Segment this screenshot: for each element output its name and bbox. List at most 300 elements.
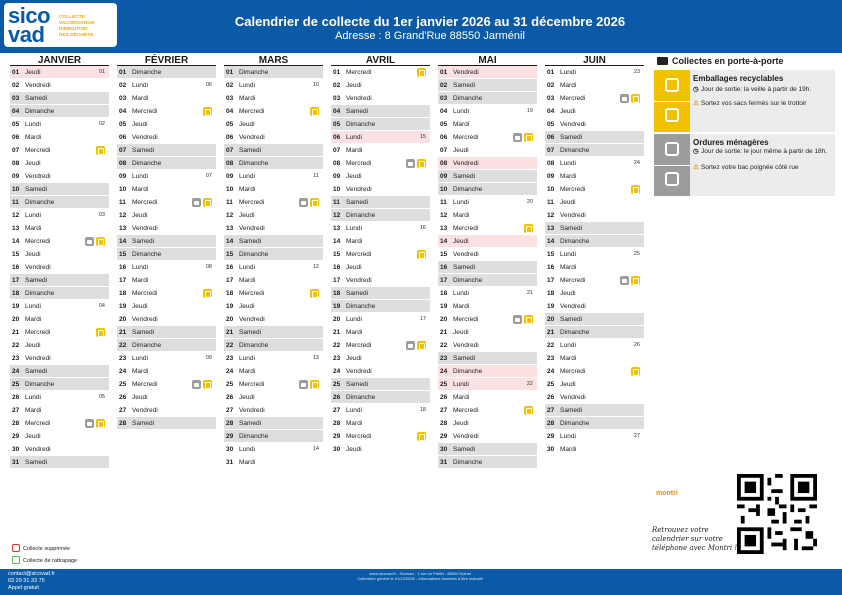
recycling-icon bbox=[417, 250, 426, 259]
day-number: 20 bbox=[12, 316, 20, 323]
day-weekday: Dimanche bbox=[346, 303, 376, 310]
day-number: 28 bbox=[333, 420, 341, 427]
day-row bbox=[331, 287, 430, 300]
day-number: 29 bbox=[12, 433, 20, 440]
day-number: 06 bbox=[547, 134, 555, 141]
day-number: 02 bbox=[226, 82, 234, 89]
household-waste-icon bbox=[192, 198, 201, 207]
week-number: 09 bbox=[205, 355, 212, 361]
day-weekday: Mercredi bbox=[239, 290, 265, 297]
day-weekday: Jeudi bbox=[346, 173, 362, 180]
day-weekday: Lundi bbox=[25, 303, 41, 310]
day-number: 24 bbox=[119, 368, 127, 375]
day-weekday: Samedi bbox=[346, 108, 369, 115]
day-weekday: Jeudi bbox=[239, 394, 255, 401]
day-weekday: Jeudi bbox=[239, 303, 255, 310]
day-weekday: Mardi bbox=[560, 446, 577, 453]
day-number: 27 bbox=[547, 407, 555, 414]
recycling-icon bbox=[524, 406, 533, 415]
day-weekday: Mardi bbox=[25, 134, 42, 141]
day-row bbox=[224, 456, 323, 469]
day-number: 18 bbox=[547, 290, 555, 297]
day-row bbox=[224, 209, 323, 222]
day-number: 26 bbox=[12, 394, 20, 401]
day-weekday: Jeudi bbox=[560, 199, 576, 206]
footer-center-line-2: Calendrier généré le 01/12/2025 ‑ Informations données à titre indicatif bbox=[357, 576, 483, 581]
day-row bbox=[545, 313, 644, 326]
day-number: 24 bbox=[12, 368, 20, 375]
day-weekday: Vendredi bbox=[453, 69, 479, 76]
day-weekday: Lundi bbox=[239, 446, 255, 453]
day-weekday: Mercredi bbox=[132, 290, 158, 297]
day-row bbox=[10, 261, 109, 274]
week-number: 11 bbox=[313, 173, 319, 179]
day-row bbox=[438, 378, 537, 391]
day-weekday: Vendredi bbox=[132, 407, 158, 414]
day-row bbox=[331, 443, 430, 456]
day-row bbox=[117, 365, 216, 378]
day-weekday: Vendredi bbox=[346, 368, 372, 375]
day-weekday: Samedi bbox=[453, 82, 476, 89]
day-weekday: Samedi bbox=[25, 95, 48, 102]
day-row bbox=[331, 209, 430, 222]
day-row bbox=[438, 365, 537, 378]
week-number: 05 bbox=[98, 394, 105, 400]
day-number: 27 bbox=[12, 407, 20, 414]
day-weekday: Mercredi bbox=[346, 342, 372, 349]
day-row bbox=[331, 196, 430, 209]
day-weekday: Samedi bbox=[453, 446, 476, 453]
day-number: 16 bbox=[226, 264, 234, 271]
month-column bbox=[331, 55, 430, 456]
day-row bbox=[438, 131, 537, 144]
month-column bbox=[438, 55, 537, 469]
day-number: 18 bbox=[226, 290, 234, 297]
montri-logo bbox=[652, 480, 692, 510]
day-weekday: Samedi bbox=[132, 147, 155, 154]
day-row bbox=[10, 170, 109, 183]
legend-catchup bbox=[12, 556, 77, 564]
day-weekday: Mardi bbox=[239, 368, 256, 375]
day-number: 23 bbox=[12, 355, 20, 362]
day-row bbox=[438, 157, 537, 170]
day-row bbox=[10, 131, 109, 144]
day-number: 23 bbox=[547, 355, 555, 362]
day-weekday: Mardi bbox=[560, 82, 577, 89]
week-number: 21 bbox=[526, 290, 533, 296]
day-row bbox=[224, 300, 323, 313]
week-number: 07 bbox=[205, 173, 212, 179]
day-weekday: Mercredi bbox=[239, 381, 265, 388]
day-number: 30 bbox=[440, 446, 448, 453]
day-weekday: Samedi bbox=[239, 420, 262, 427]
day-number: 12 bbox=[440, 212, 448, 219]
day-row bbox=[10, 339, 109, 352]
day-number: 25 bbox=[12, 381, 20, 388]
day-weekday: Dimanche bbox=[453, 186, 483, 193]
day-weekday: Mercredi bbox=[132, 199, 158, 206]
household-waste-icon bbox=[513, 133, 522, 142]
day-weekday: Mercredi bbox=[25, 238, 51, 245]
recycle-line-2-text: Sortez vos sacs fermés sur le trottoir bbox=[701, 100, 807, 107]
day-number: 13 bbox=[12, 225, 20, 232]
collection-badges bbox=[417, 250, 426, 259]
day-row bbox=[10, 287, 109, 300]
day-weekday: Dimanche bbox=[346, 212, 376, 219]
day-row bbox=[224, 417, 323, 430]
household-waste-icon bbox=[192, 380, 201, 389]
day-number: 21 bbox=[119, 329, 127, 336]
day-weekday: Dimanche bbox=[239, 69, 269, 76]
day-number: 11 bbox=[333, 199, 340, 206]
day-row bbox=[117, 92, 216, 105]
day-weekday: Dimanche bbox=[346, 394, 376, 401]
day-number: 03 bbox=[333, 95, 341, 102]
recycle-title: Emballages recyclables bbox=[693, 74, 784, 83]
day-row bbox=[438, 339, 537, 352]
icon-separator bbox=[654, 101, 690, 102]
side-title bbox=[657, 56, 784, 66]
truck-icon bbox=[657, 57, 668, 65]
sicovad-logo bbox=[4, 3, 117, 47]
day-row bbox=[117, 300, 216, 313]
household-line-2 bbox=[693, 164, 833, 172]
day-row bbox=[438, 326, 537, 339]
day-row bbox=[331, 92, 430, 105]
month-column bbox=[545, 55, 644, 456]
day-row bbox=[10, 391, 109, 404]
day-weekday: Dimanche bbox=[239, 433, 269, 440]
day-row bbox=[331, 274, 430, 287]
day-row bbox=[545, 144, 644, 157]
recycling-icon bbox=[96, 328, 105, 337]
day-number: 06 bbox=[119, 134, 127, 141]
day-weekday: Dimanche bbox=[132, 69, 162, 76]
day-weekday: Dimanche bbox=[453, 368, 483, 375]
day-weekday: Mercredi bbox=[25, 329, 51, 336]
week-number: 24 bbox=[633, 160, 640, 166]
recycling-icon bbox=[631, 276, 640, 285]
warning-icon: ⚠ bbox=[693, 164, 699, 171]
day-weekday: Mardi bbox=[132, 186, 149, 193]
day-row bbox=[545, 378, 644, 391]
day-weekday: Samedi bbox=[560, 225, 583, 232]
day-row bbox=[224, 313, 323, 326]
recycling-icon bbox=[631, 367, 640, 376]
day-number: 28 bbox=[12, 420, 20, 427]
recycle-truck-icon bbox=[665, 108, 679, 122]
day-row bbox=[224, 66, 323, 79]
day-row bbox=[224, 248, 323, 261]
day-row bbox=[117, 183, 216, 196]
recycling-icon bbox=[96, 419, 105, 428]
day-number: 04 bbox=[440, 108, 448, 115]
day-weekday: Mardi bbox=[453, 303, 470, 310]
day-number: 26 bbox=[333, 394, 341, 401]
day-weekday: Lundi bbox=[132, 355, 148, 362]
day-weekday: Vendredi bbox=[560, 303, 586, 310]
day-number: 25 bbox=[440, 381, 448, 388]
recycling-icon bbox=[310, 380, 319, 389]
day-weekday: Lundi bbox=[346, 225, 362, 232]
day-row bbox=[224, 287, 323, 300]
day-number: 17 bbox=[547, 277, 555, 284]
day-weekday: Samedi bbox=[25, 186, 48, 193]
day-number: 30 bbox=[226, 446, 234, 453]
month-name: JUIN bbox=[545, 55, 644, 66]
day-weekday: Dimanche bbox=[132, 160, 162, 167]
day-row bbox=[10, 222, 109, 235]
day-row bbox=[545, 79, 644, 92]
collection-badges bbox=[631, 185, 640, 194]
day-weekday: Lundi bbox=[132, 173, 148, 180]
day-number: 10 bbox=[119, 186, 127, 193]
logo-tagline-2: VALORISATION bbox=[59, 21, 95, 26]
day-row bbox=[224, 352, 323, 365]
day-number: 16 bbox=[119, 264, 127, 271]
day-number: 15 bbox=[226, 251, 234, 258]
day-weekday: Mardi bbox=[132, 95, 149, 102]
day-weekday: Mardi bbox=[560, 264, 577, 271]
day-row bbox=[117, 287, 216, 300]
day-row bbox=[224, 92, 323, 105]
collection-badges bbox=[406, 341, 426, 350]
day-row bbox=[331, 66, 430, 79]
day-row bbox=[117, 170, 216, 183]
day-number: 19 bbox=[440, 303, 448, 310]
day-row bbox=[10, 430, 109, 443]
day-weekday: Mardi bbox=[560, 173, 577, 180]
day-number: 21 bbox=[12, 329, 20, 336]
day-number: 09 bbox=[333, 173, 341, 180]
day-weekday: Samedi bbox=[346, 199, 369, 206]
week-number: 13 bbox=[312, 355, 319, 361]
household-waste-icon bbox=[299, 380, 308, 389]
footer-email[interactable]: contact@sicovad.fr bbox=[8, 571, 55, 577]
day-weekday: Jeudi bbox=[132, 212, 148, 219]
day-number: 15 bbox=[119, 251, 127, 258]
day-number: 07 bbox=[547, 147, 555, 154]
day-number: 01 bbox=[12, 69, 20, 76]
day-number: 22 bbox=[12, 342, 20, 349]
day-number: 23 bbox=[440, 355, 448, 362]
day-weekday: Samedi bbox=[239, 238, 262, 245]
week-number: 20 bbox=[526, 199, 533, 205]
day-row bbox=[545, 131, 644, 144]
week-number: 26 bbox=[633, 342, 640, 348]
day-weekday: Mardi bbox=[25, 316, 42, 323]
day-row bbox=[438, 209, 537, 222]
day-weekday: Samedi bbox=[346, 290, 369, 297]
recycle-bin-icon bbox=[665, 78, 679, 92]
legend-removed-text: Collecte supprimée bbox=[23, 546, 71, 552]
day-row bbox=[438, 196, 537, 209]
day-row bbox=[117, 209, 216, 222]
day-number: 19 bbox=[12, 303, 20, 310]
day-row bbox=[10, 417, 109, 430]
day-number: 01 bbox=[440, 69, 448, 76]
day-weekday: Lundi bbox=[453, 108, 469, 115]
day-weekday: Samedi bbox=[453, 264, 476, 271]
collection-badges bbox=[85, 237, 105, 246]
recycling-icon bbox=[310, 198, 319, 207]
day-row bbox=[117, 326, 216, 339]
day-weekday: Dimanche bbox=[25, 381, 55, 388]
day-weekday: Samedi bbox=[453, 173, 476, 180]
day-number: 23 bbox=[119, 355, 127, 362]
day-number: 09 bbox=[119, 173, 127, 180]
footer-bar bbox=[0, 569, 842, 595]
day-number: 02 bbox=[440, 82, 448, 89]
day-row bbox=[10, 235, 109, 248]
day-number: 18 bbox=[119, 290, 127, 297]
day-number: 29 bbox=[226, 433, 234, 440]
day-row bbox=[224, 365, 323, 378]
day-weekday: Lundi bbox=[239, 82, 255, 89]
day-weekday: Vendredi bbox=[25, 173, 51, 180]
day-number: 31 bbox=[12, 459, 20, 466]
day-weekday: Lundi bbox=[560, 433, 576, 440]
icon-separator bbox=[654, 165, 690, 166]
day-number: 17 bbox=[12, 277, 20, 284]
day-number: 22 bbox=[440, 342, 448, 349]
day-weekday: Mardi bbox=[560, 355, 577, 362]
day-number: 15 bbox=[333, 251, 341, 258]
day-weekday: Mercredi bbox=[239, 108, 265, 115]
week-number: 14 bbox=[312, 446, 319, 452]
day-row bbox=[545, 248, 644, 261]
household-waste-icon bbox=[85, 237, 94, 246]
week-number: 06 bbox=[205, 82, 212, 88]
recycle-icon-column bbox=[654, 70, 690, 132]
day-row bbox=[10, 105, 109, 118]
day-number: 24 bbox=[226, 368, 234, 375]
day-row bbox=[438, 391, 537, 404]
day-number: 13 bbox=[440, 225, 448, 232]
week-number: 27 bbox=[633, 433, 640, 439]
legend-removed bbox=[12, 544, 70, 552]
day-row bbox=[10, 79, 109, 92]
day-number: 16 bbox=[440, 264, 448, 271]
day-number: 22 bbox=[119, 342, 127, 349]
qr-code[interactable] bbox=[737, 474, 817, 554]
recycling-icon bbox=[631, 185, 640, 194]
day-weekday: Jeudi bbox=[560, 381, 576, 388]
day-number: 29 bbox=[333, 433, 341, 440]
day-number: 02 bbox=[119, 82, 127, 89]
day-row bbox=[331, 300, 430, 313]
day-number: 17 bbox=[119, 277, 127, 284]
day-number: 28 bbox=[119, 420, 127, 427]
day-row bbox=[331, 131, 430, 144]
day-weekday: Mardi bbox=[132, 368, 149, 375]
day-row bbox=[545, 92, 644, 105]
day-weekday: Lundi bbox=[25, 212, 41, 219]
day-number: 31 bbox=[440, 459, 448, 466]
recycle-line-2 bbox=[693, 100, 833, 108]
household-waste-icon bbox=[85, 419, 94, 428]
day-weekday: Lundi bbox=[560, 251, 576, 258]
day-weekday: Lundi bbox=[25, 121, 41, 128]
day-weekday: Mercredi bbox=[346, 251, 372, 258]
household-waste-icon bbox=[513, 315, 522, 324]
day-weekday: Samedi bbox=[560, 134, 583, 141]
day-row bbox=[331, 365, 430, 378]
day-weekday: Lundi bbox=[25, 394, 41, 401]
day-number: 29 bbox=[547, 433, 555, 440]
page-address: Adresse : 8 Grand'Rue 88550 Jarménil bbox=[335, 30, 525, 42]
month-name: JANVIER bbox=[10, 55, 109, 66]
day-number: 09 bbox=[12, 173, 20, 180]
day-weekday: Mercredi bbox=[560, 368, 586, 375]
recycling-icon bbox=[96, 146, 105, 155]
day-number: 24 bbox=[547, 368, 555, 375]
day-row bbox=[224, 105, 323, 118]
day-weekday: Vendredi bbox=[560, 121, 586, 128]
day-weekday: Mardi bbox=[346, 147, 363, 154]
day-number: 04 bbox=[12, 108, 20, 115]
day-weekday: Jeudi bbox=[453, 147, 469, 154]
day-number: 08 bbox=[226, 160, 234, 167]
day-weekday: Dimanche bbox=[560, 420, 590, 427]
day-row bbox=[10, 183, 109, 196]
day-weekday: Lundi bbox=[346, 316, 362, 323]
day-weekday: Lundi bbox=[132, 82, 148, 89]
day-row bbox=[545, 183, 644, 196]
day-row bbox=[10, 248, 109, 261]
day-number: 30 bbox=[333, 446, 341, 453]
day-number: 08 bbox=[547, 160, 555, 167]
day-number: 11 bbox=[440, 199, 447, 206]
day-row bbox=[545, 430, 644, 443]
day-weekday: Mercredi bbox=[346, 69, 372, 76]
day-weekday: Jeudi bbox=[239, 121, 255, 128]
footer-note: Appel gratuit bbox=[8, 585, 39, 591]
day-row bbox=[545, 118, 644, 131]
day-number: 11 bbox=[547, 199, 554, 206]
day-number: 16 bbox=[547, 264, 555, 271]
day-weekday: Jeudi bbox=[346, 446, 362, 453]
day-weekday: Mardi bbox=[239, 277, 256, 284]
day-row bbox=[224, 157, 323, 170]
day-weekday: Dimanche bbox=[239, 342, 269, 349]
day-weekday: Mercredi bbox=[453, 316, 479, 323]
day-number: 25 bbox=[333, 381, 341, 388]
day-number: 06 bbox=[226, 134, 234, 141]
day-row bbox=[117, 235, 216, 248]
day-weekday: Vendredi bbox=[25, 355, 51, 362]
day-number: 06 bbox=[440, 134, 448, 141]
logo-line-2: vad bbox=[8, 22, 45, 47]
day-number: 10 bbox=[226, 186, 234, 193]
day-weekday: Dimanche bbox=[132, 342, 162, 349]
household-info-card bbox=[654, 134, 835, 196]
day-row bbox=[10, 66, 109, 79]
collection-badges bbox=[417, 68, 426, 77]
day-row bbox=[117, 144, 216, 157]
day-number: 30 bbox=[547, 446, 555, 453]
day-row bbox=[438, 404, 537, 417]
day-number: 06 bbox=[333, 134, 341, 141]
day-row bbox=[224, 391, 323, 404]
day-number: 27 bbox=[226, 407, 234, 414]
day-number: 04 bbox=[226, 108, 234, 115]
day-weekday: Jeudi bbox=[560, 108, 576, 115]
day-weekday: Jeudi bbox=[346, 82, 362, 89]
day-row bbox=[438, 170, 537, 183]
day-weekday: Mercredi bbox=[453, 134, 479, 141]
week-number: 02 bbox=[98, 121, 105, 127]
